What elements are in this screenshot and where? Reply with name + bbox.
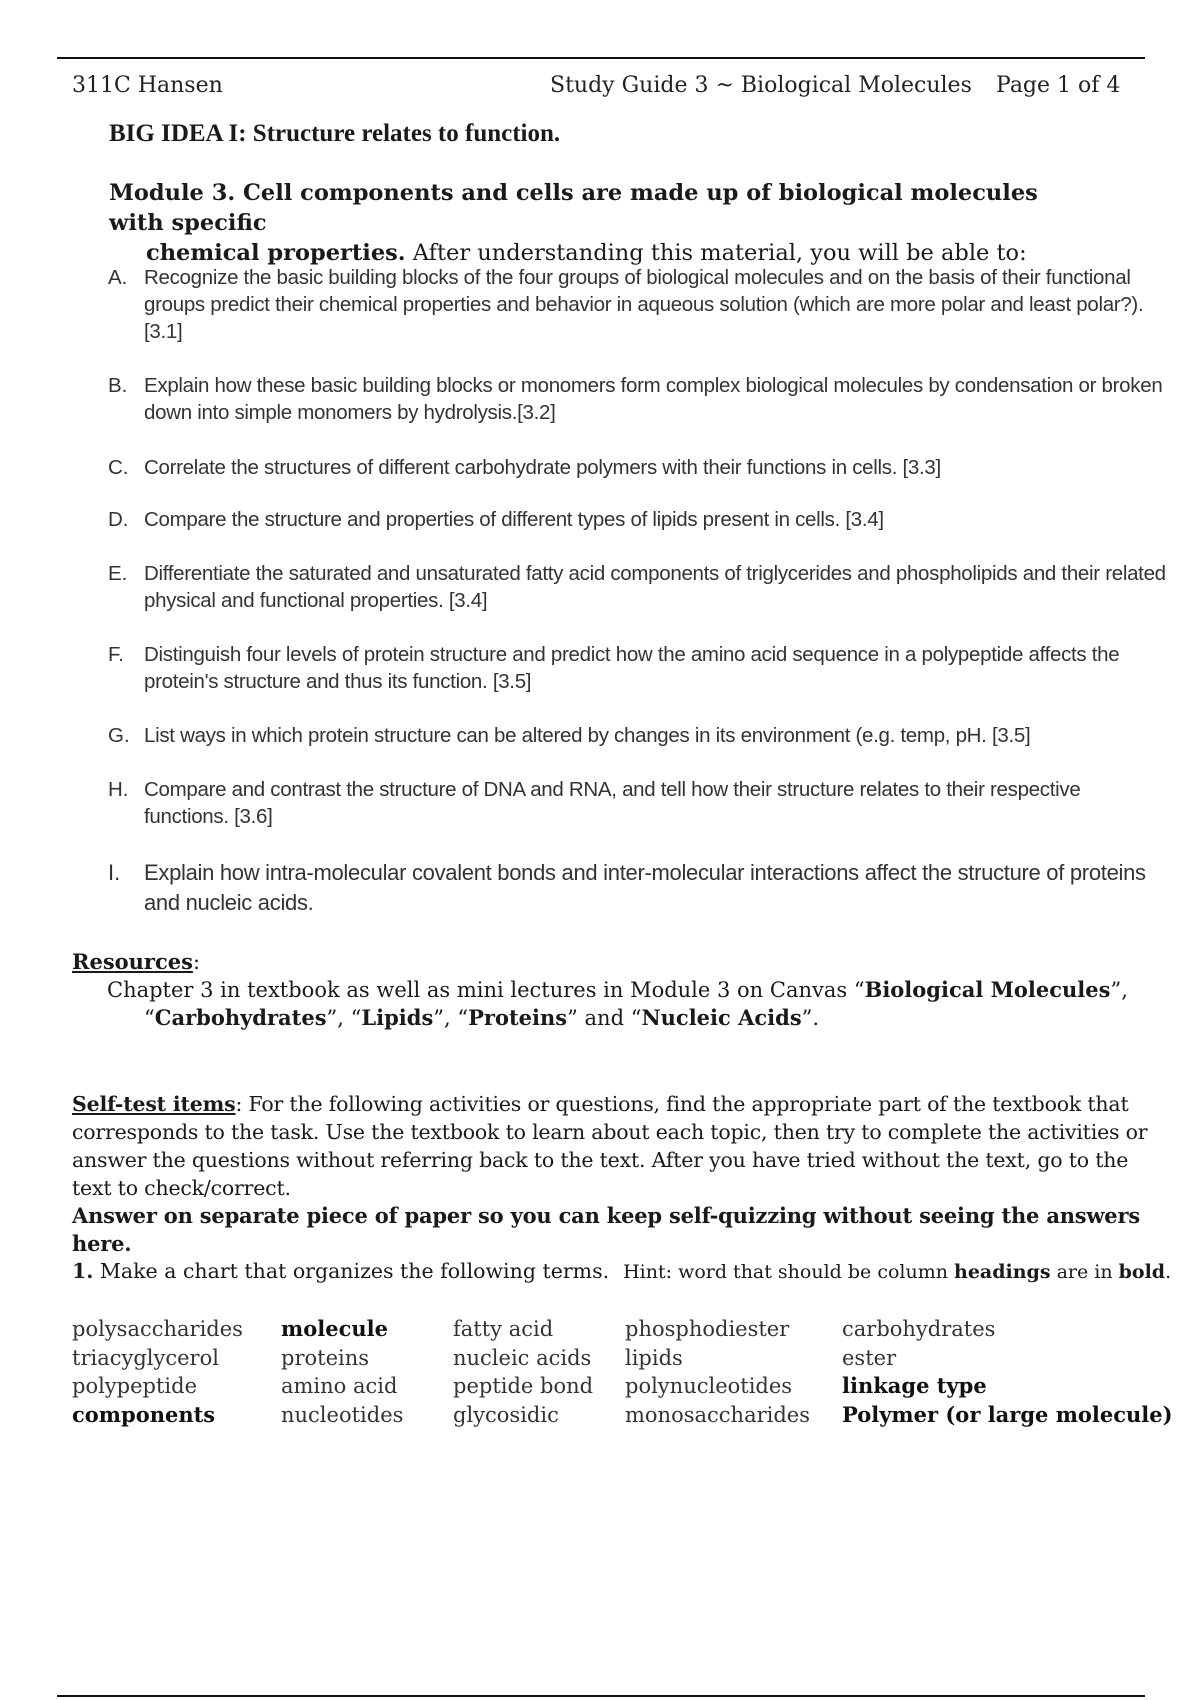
self-test-body: : For the following activities or questions, find the appropriate part of the textbook that corresponds to the task. Use the textbook to learn about each topic, then try to complete the activities or answer the questions without referring back to the text. After you have tried without the text, go to the text to check/correct.	[72, 1092, 1148, 1200]
objective-text: Correlate the structures of different carbohydrate polymers with their functions in cells. [3.3]	[144, 456, 941, 479]
objective-item	[108, 722, 1168, 749]
resources-separator: ”, “	[433, 1006, 469, 1030]
resources-section	[72, 948, 1142, 1032]
resources-separator: ”,	[1110, 978, 1128, 1002]
objective-letter: G.	[108, 724, 130, 747]
top-rule	[57, 57, 1145, 59]
resources-body-line2	[144, 1004, 1142, 1032]
resources-heading: Resources	[72, 949, 193, 974]
question-text: Make a chart that organizes the following terms.	[93, 1259, 610, 1283]
objective-text: Compare and contrast the structure of DNA and RNA, and tell how their structure relates to their respective functions. [3.6]	[144, 778, 1081, 828]
term-heading: linkage type	[842, 1373, 987, 1398]
term: nucleic acids	[453, 1345, 592, 1370]
objective-item	[108, 776, 1168, 830]
objective-text: Explain how these basic building blocks or monomers form complex biological molecules by condensation or broken down into simple monomers by hydrolysis.[3.2]	[144, 374, 1163, 424]
header-title: Study Guide 3 ~ Biological Molecules	[550, 73, 972, 98]
objective-item	[108, 560, 1168, 614]
objective-text: Distinguish four levels of protein structure and predict how the amino acid sequence in a polypeptide affects the protein's structure and thus its function. [3.5]	[144, 643, 1120, 693]
term: fatty acid	[453, 1317, 554, 1341]
question-1	[72, 1259, 1172, 1283]
resources-separator: ” and “	[567, 1006, 642, 1030]
objective-item	[108, 454, 1168, 481]
resources-separator: ”.	[801, 1006, 820, 1030]
module-title-line1: Module 3. Cell components and cells are made up of biological molecules with specific	[109, 180, 1038, 236]
term: lipids	[625, 1345, 683, 1370]
term-heading: components	[72, 1401, 216, 1427]
objective-letter: E.	[108, 562, 128, 585]
resource-biological-molecules: Biological Molecules	[864, 977, 1111, 1002]
question-number: 1.	[72, 1259, 94, 1283]
resource-carbohydrates: Carbohydrates	[154, 1005, 327, 1030]
resource-lipids: Lipids	[361, 1005, 434, 1030]
term: polysaccharides	[72, 1317, 243, 1341]
objective-letter: A.	[108, 266, 128, 289]
hint-text: .	[1165, 1261, 1172, 1283]
resources-body-line1	[107, 976, 1142, 1004]
objective-text: Differentiate the saturated and unsaturated fatty acid components of triglycerides and phospholipids and their related physical and functional properties. [3.4]	[144, 562, 1166, 612]
objective-letter: C.	[108, 456, 129, 479]
objective-letter: I.	[108, 860, 121, 885]
module-title-line2: chemical properties.	[146, 240, 406, 266]
hint-bold-headings: headings	[954, 1261, 1051, 1283]
self-test-note: Answer on separate piece of paper so you can keep self-quizzing without seeing the answers here.	[72, 1203, 1140, 1256]
resource-proteins: Proteins	[468, 1005, 568, 1030]
question-hint	[623, 1261, 1171, 1283]
resources-separator: ”, “	[326, 1006, 362, 1030]
term: phosphodiester	[625, 1317, 790, 1341]
term: glycosidic	[453, 1402, 559, 1427]
terms-column	[72, 1315, 243, 1429]
self-test-instructions	[72, 1090, 1152, 1202]
term-heading: molecule	[281, 1316, 388, 1341]
term: amino acid	[281, 1374, 398, 1398]
objective-text: Recognize the basic building blocks of the four groups of biological molecules and on the basis of their functional groups predict their chemical properties and behavior in aqueous solution (which are more polar and least polar?). [3.1]	[144, 266, 1144, 343]
objective-item	[108, 641, 1168, 695]
objective-text: Compare the structure and properties of different types of lipids present in cells. [3.4]	[144, 508, 884, 531]
module-intro-text: After understanding this material, you will be able to:	[405, 240, 1027, 266]
hint-text: Hint: word that should be column	[623, 1261, 955, 1283]
hint-text: are in	[1050, 1261, 1119, 1283]
self-test-heading: Self-test items	[72, 1092, 236, 1116]
objective-letter: D.	[108, 508, 129, 531]
objective-text: Explain how intra-molecular covalent bonds and inter-molecular interactions affect the structure of proteins and nucleic acids.	[144, 860, 1146, 915]
term: polynucleotides	[625, 1374, 793, 1398]
resource-nucleic-acids: Nucleic Acids	[641, 1005, 802, 1030]
objective-letter: H.	[108, 778, 129, 801]
objective-item	[108, 264, 1168, 345]
term: nucleotides	[281, 1402, 404, 1427]
terms-column	[625, 1315, 810, 1429]
objective-item	[108, 506, 1168, 533]
term: ester	[842, 1345, 897, 1370]
bottom-rule	[57, 1695, 1145, 1697]
header-page-number: Page 1 of 4	[996, 73, 1121, 98]
terms-column	[453, 1315, 593, 1429]
header-course: 311C Hansen	[72, 73, 223, 98]
resources-colon: :	[192, 950, 201, 974]
term: proteins	[281, 1345, 370, 1370]
objective-item	[108, 372, 1168, 426]
resources-separator: “	[144, 1006, 155, 1030]
hint-bold-bold: bold	[1118, 1261, 1166, 1283]
term: monosaccharides	[625, 1402, 810, 1427]
objective-letter: B.	[108, 374, 128, 397]
term: carbohydrates	[842, 1317, 996, 1341]
term: polypeptide	[72, 1374, 198, 1398]
objective-letter: F.	[108, 643, 124, 666]
objective-item	[108, 858, 1168, 918]
term-heading: Polymer (or large molecule)	[842, 1401, 1173, 1427]
self-test-section	[72, 1090, 1152, 1258]
module-intro	[109, 178, 1099, 268]
terms-column	[281, 1315, 403, 1429]
big-idea-heading: BIG IDEA I: Structure relates to function.	[109, 120, 561, 147]
resources-text: Chapter 3 in textbook as well as mini lectures in Module 3 on Canvas “	[107, 978, 865, 1002]
term: triacyglycerol	[72, 1345, 219, 1370]
objective-text: List ways in which protein structure can be altered by changes in its environment (e.g. temp, pH. [3.5]	[144, 724, 1031, 747]
term: peptide bond	[453, 1374, 594, 1398]
terms-column	[842, 1315, 1173, 1429]
